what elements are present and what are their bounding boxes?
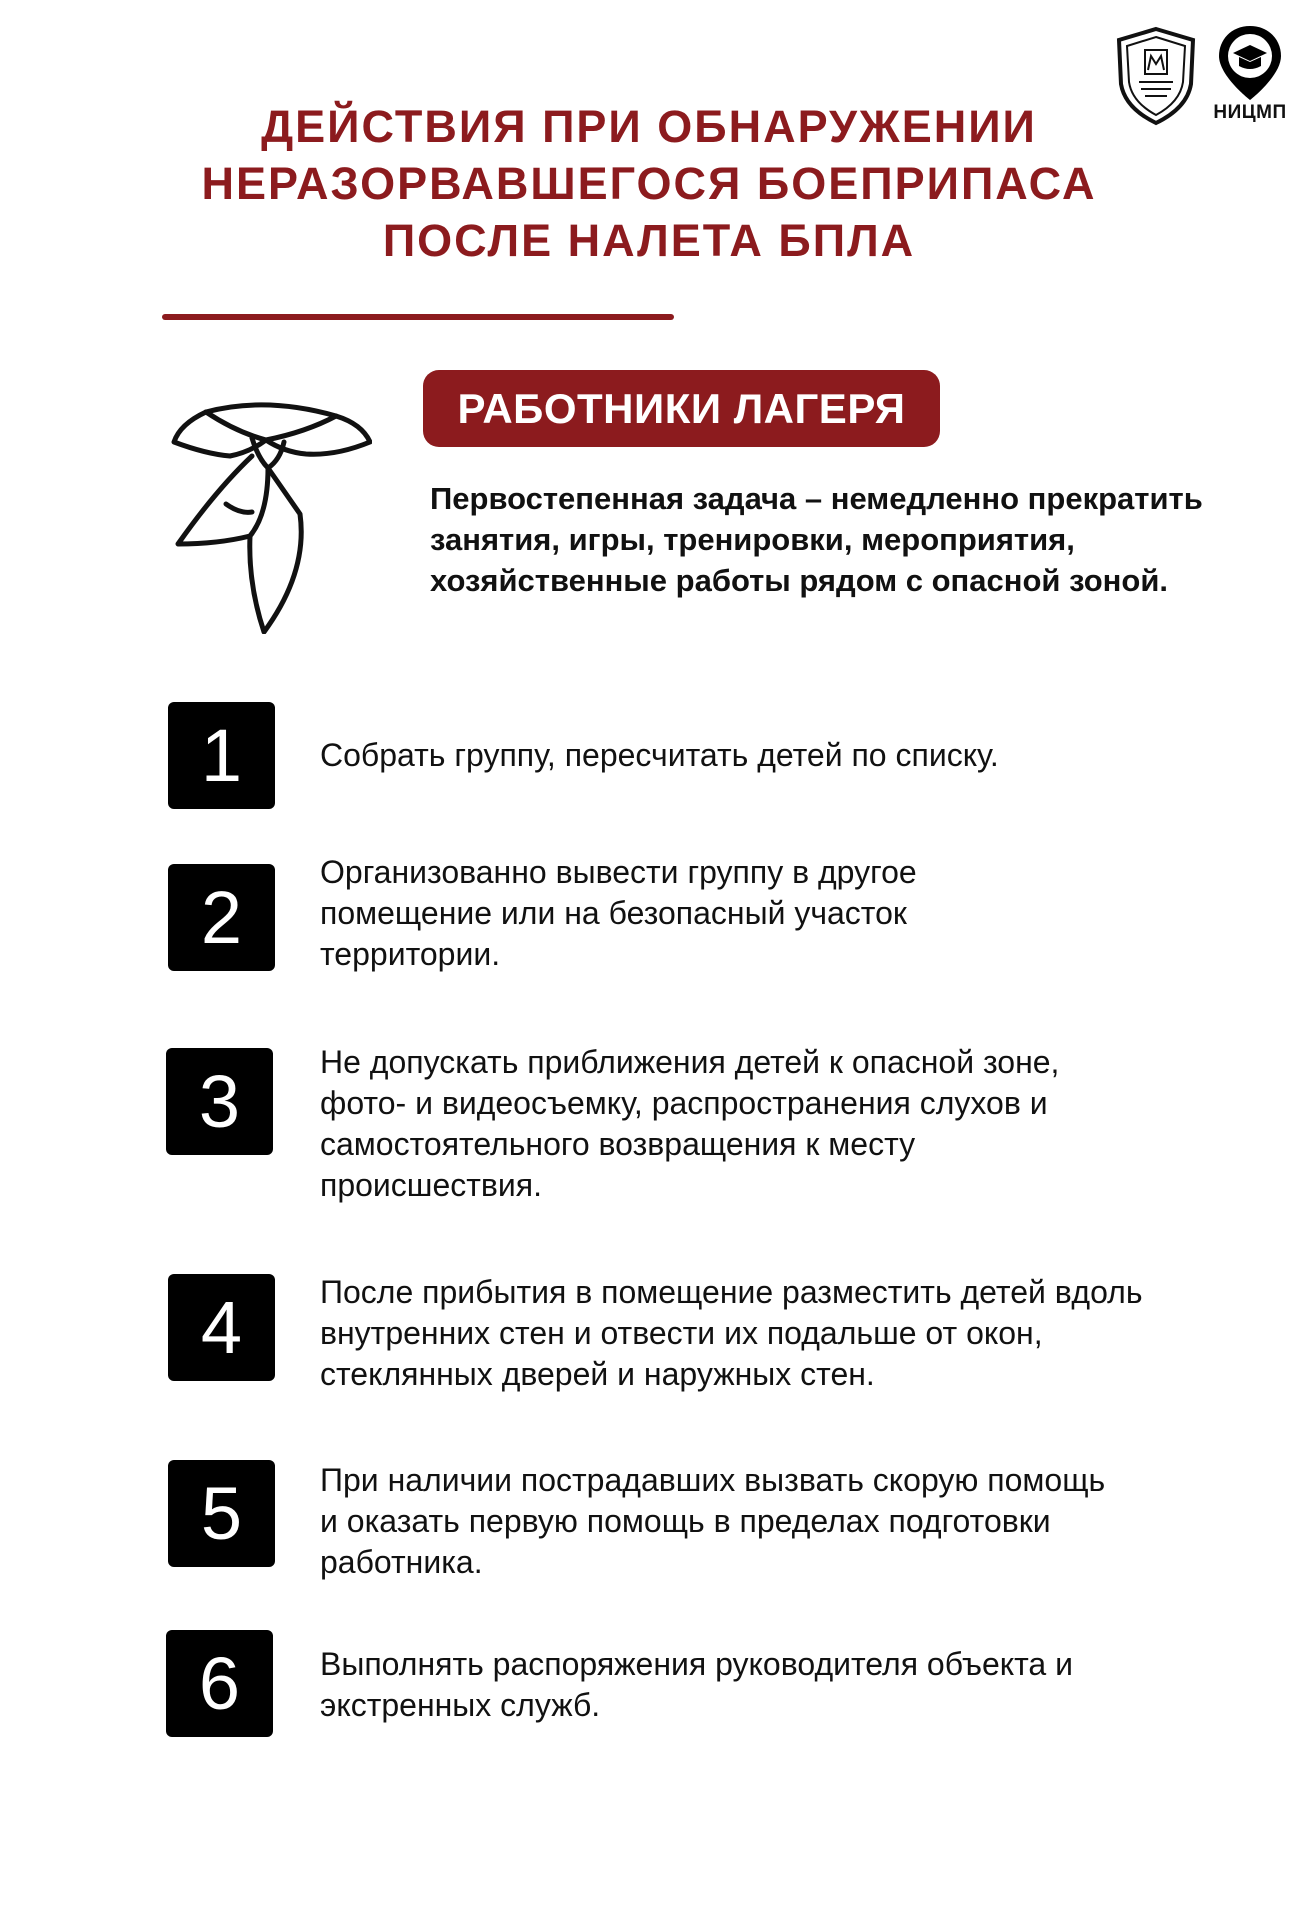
page-title (0, 98, 1298, 269)
nicmp-logo-label: НИЦМП (1213, 102, 1287, 123)
step-number-box: 1 (168, 702, 275, 809)
step-number-box: 5 (168, 1460, 275, 1567)
title-divider (162, 314, 674, 320)
step-number-box: 2 (168, 864, 275, 971)
step-text: Организованно вывести группу в другое помещение или на безопасный участок территории. (320, 854, 917, 972)
lead-paragraph: Первостепенная задача – немедленно прекратить занятия, игры, тренировки, мероприятия, хозяйственные работы рядом с опасной зоной. (430, 481, 1203, 598)
step-number-box: 6 (166, 1630, 273, 1737)
step-text: Выполнять распоряжения руководителя объекта и экстренных служб. (320, 1646, 1073, 1723)
title-line-3: ПОСЛЕ НАЛЕТА БПЛА (382, 215, 916, 266)
step-text: При наличии пострадавших вызвать скорую помощь и оказать первую помощь в пределах подготовки работника. (320, 1462, 1106, 1580)
step-number-box: 4 (168, 1274, 275, 1381)
neckerchief-icon (166, 394, 372, 634)
step-text: После прибытия в помещение разместить детей вдоль внутренних стен и отвести их подальше от окон, стеклянных дверей и наружных стен. (320, 1274, 1143, 1392)
step-text: Не допускать приближения детей к опасной зоне, фото- и видеосъемку, распространения слухов и самостоятельного возвращения к месту происшествия. (320, 1044, 1060, 1203)
title-line-2: НЕРАЗОРВАВШЕГОСЯ БОЕПРИПАСА (201, 158, 1097, 209)
title-line-1: ДЕЙСТВИЯ ПРИ ОБНАРУЖЕНИИ (261, 101, 1037, 152)
step-number-box: 3 (166, 1048, 273, 1155)
section-badge: РАБОТНИКИ ЛАГЕРЯ (423, 370, 940, 447)
step-text: Собрать группу, пересчитать детей по списку. (320, 737, 999, 773)
